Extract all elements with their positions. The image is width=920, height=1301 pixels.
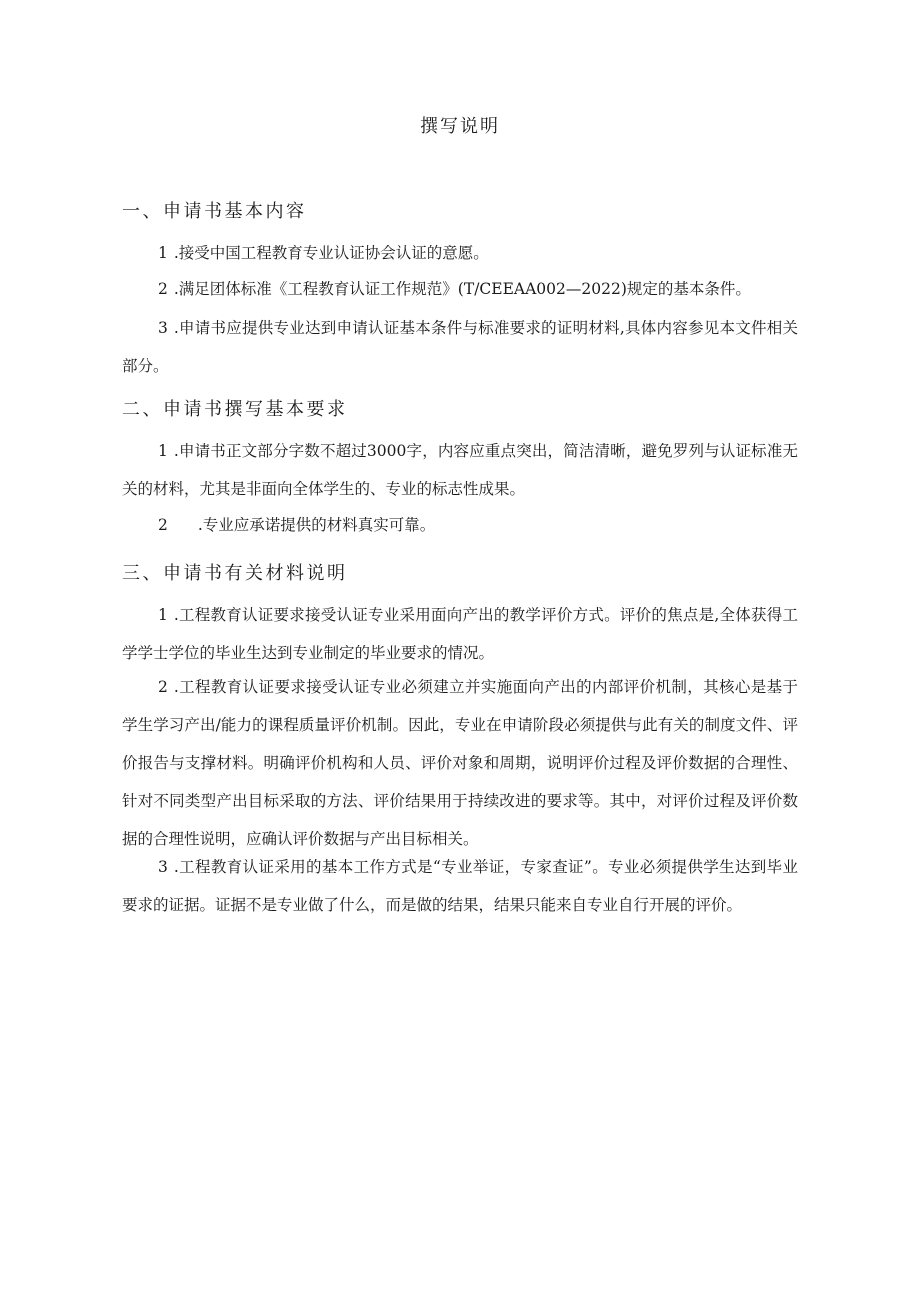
item-number: 2 (158, 280, 168, 298)
section-3-item-3 (122, 848, 798, 924)
section-2-item-2 (122, 506, 798, 544)
item-number: 3 (158, 319, 168, 337)
item-text: .申请书应提供专业达到申请认证基本条件与标准要求的证明材料,具体内容参见本文件相关部分。 (122, 319, 798, 375)
item-number: 1 (158, 442, 168, 460)
item-number: 1 (158, 244, 168, 262)
section-3-item-1 (122, 596, 798, 672)
section-2-item-1 (122, 432, 798, 508)
page-title: 撰写说明 (420, 116, 500, 137)
item-text: .工程教育认证要求接受认证专业采用面向产出的教学评价方式。评价的焦点是,全体获得工学学士学位的毕业生达到专业制定的毕业要求的情况。 (122, 606, 798, 662)
item-text: .工程教育认证要求接受认证专业必须建立并实施面向产出的内部评价机制，其核心是基于学生学习产出/能力的课程质量评价机制。因此，专业在申请阶段必须提供与此有关的制度文件、评价报告与支撑材料。明确评价机构和人员、评价对象和周期，说明评价过程及评价数据的合理性、针对不同类型产出目标采取的方法、评价结果用于持续改进的要求等。其中，对评价过程及评价数据的合理性说明，应确认评价数据与产出目标相关。 (122, 678, 798, 848)
item-text: .接受中国工程教育专业认证协会认证的意愿。 (173, 244, 489, 262)
item-number: 1 (158, 606, 168, 624)
section-1-item-3 (122, 309, 798, 385)
item-number: 2 (158, 516, 168, 534)
item-text: .满足团体标准《工程教育认证工作规范》(T/CEEAA002—2022)规定的基本条件。 (173, 280, 751, 298)
item-text: .申请书正文部分字数不超过3000字，内容应重点突出，简洁清晰，避免罗列与认证标准无关的材料，尤其是非面向全体学生的、专业的标志性成果。 (122, 442, 798, 498)
item-number: 3 (158, 858, 168, 876)
section-1-item-1 (122, 234, 798, 272)
section-3-item-2 (122, 668, 798, 858)
section-1-item-2 (122, 270, 798, 308)
section-heading-2: 二、申请书撰写基本要求 (122, 399, 348, 420)
section-heading-1: 一、申请书基本内容 (122, 201, 307, 222)
section-heading-3: 三、申请书有关材料说明 (122, 563, 348, 584)
item-text: .工程教育认证采用的基本工作方式是“专业举证，专家查证”。专业必须提供学生达到毕业要求的证据。证据不是专业做了什么，而是做的结果，结果只能来自专业自行开展的评价。 (122, 858, 798, 914)
item-number: 2 (158, 678, 168, 696)
item-text: .专业应承诺提供的材料真实可靠。 (197, 516, 436, 534)
